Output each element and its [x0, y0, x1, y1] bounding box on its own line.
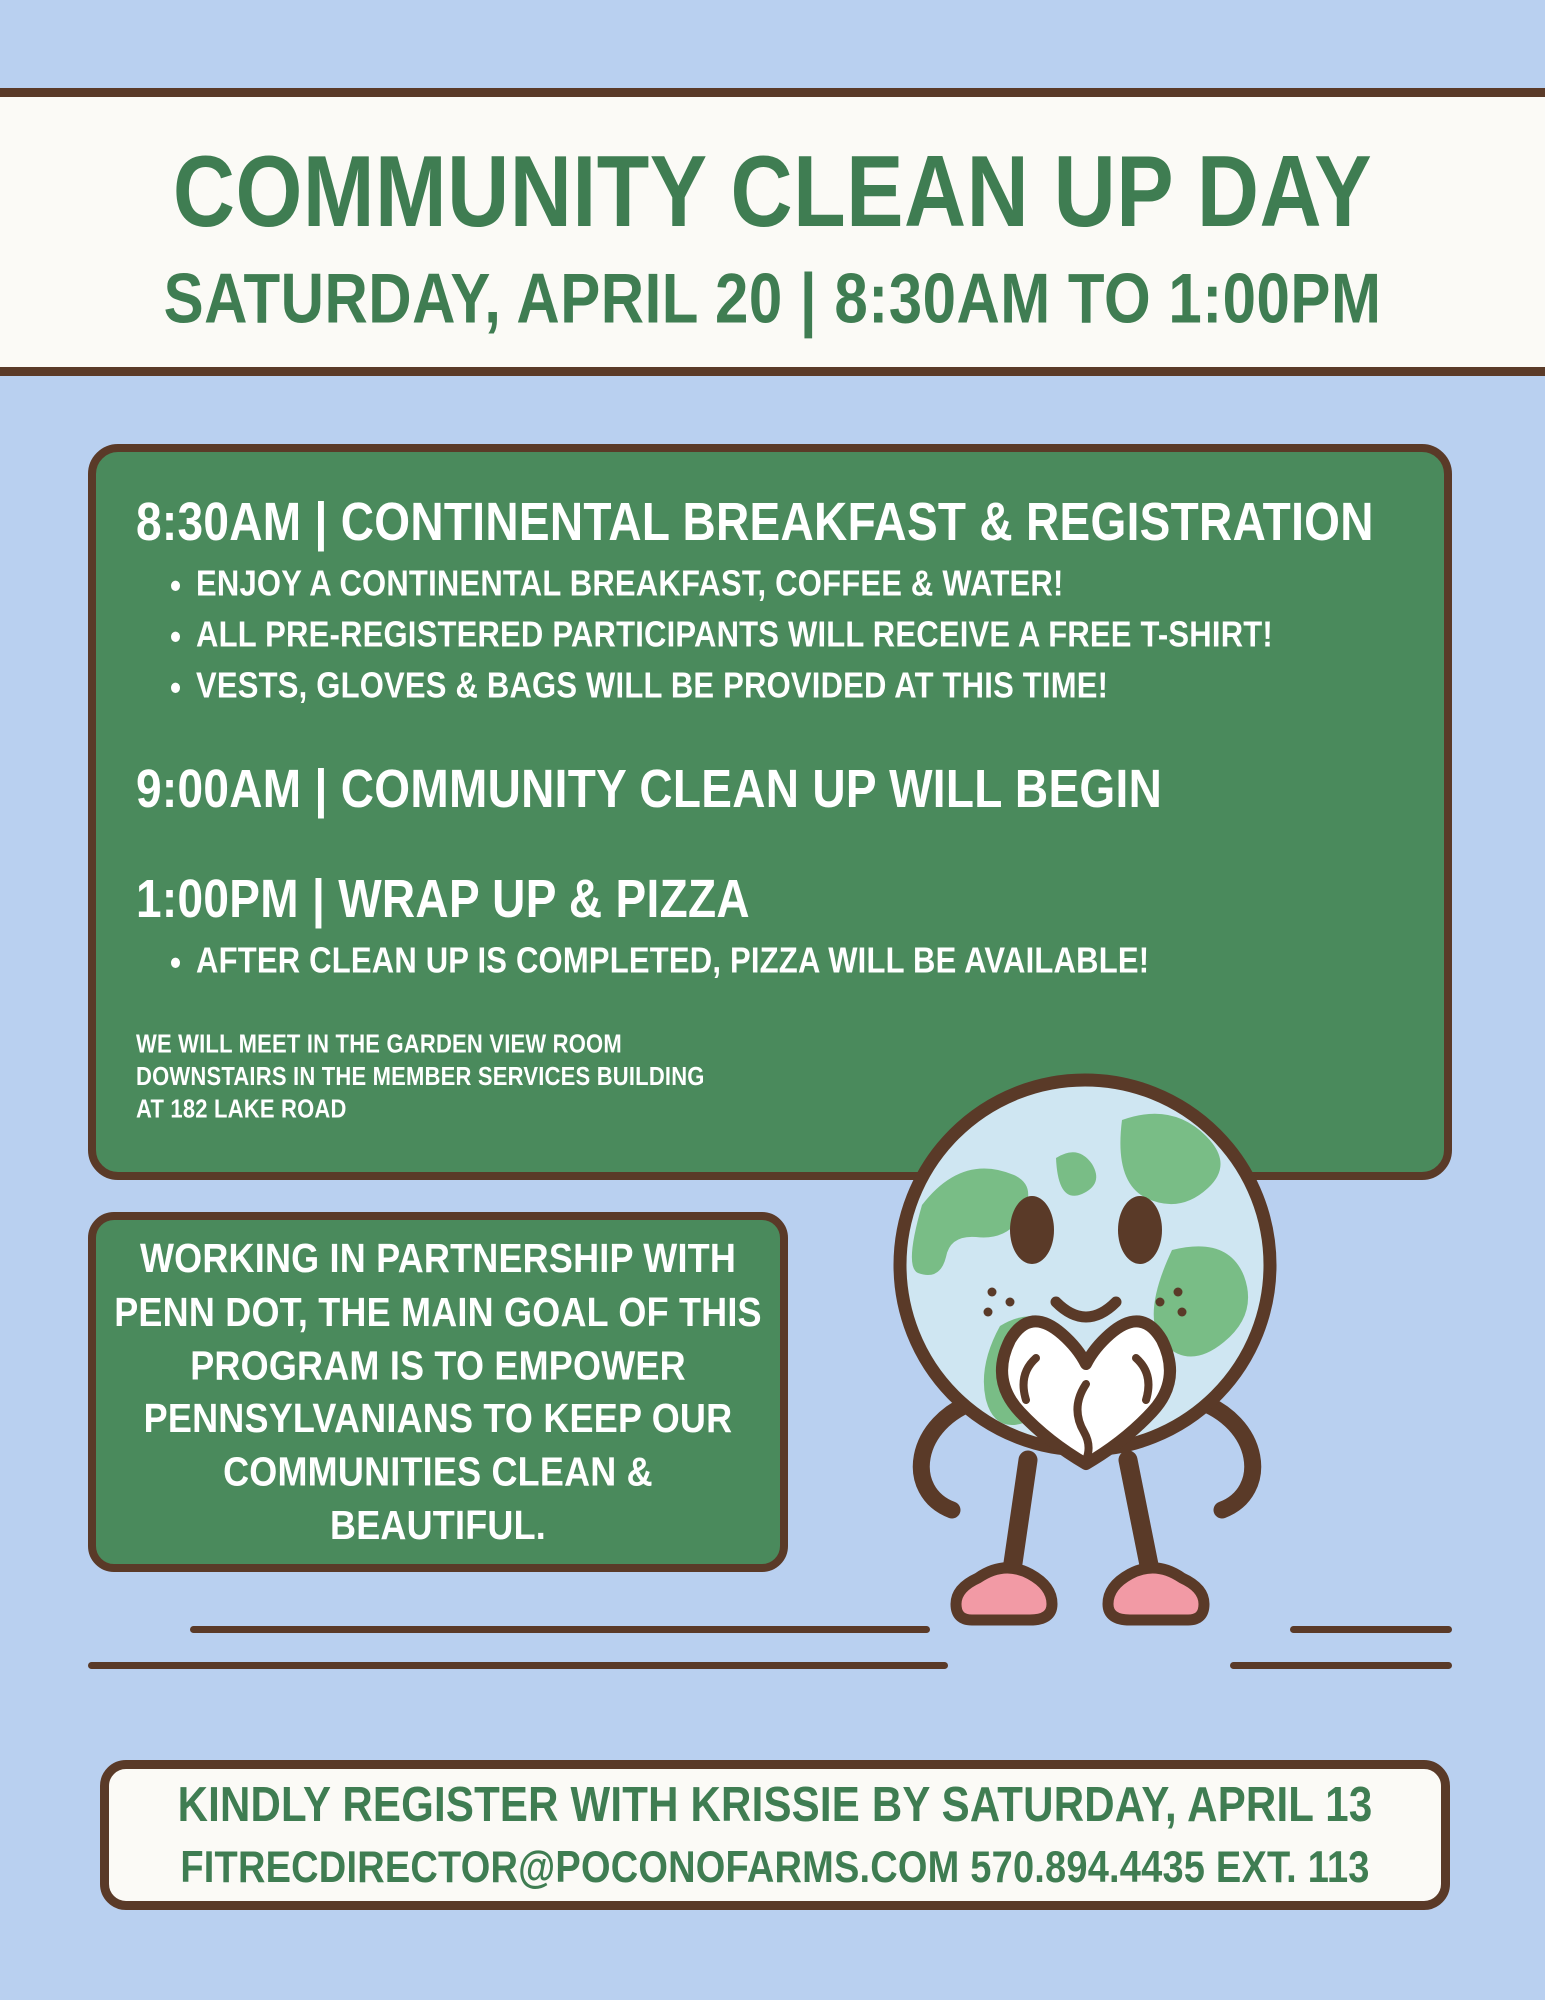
list-item: • ALL PRE-REGISTERED PARTICIPANTS WILL RECEIVE A FREE T-SHIRT! — [196, 617, 1404, 653]
partnership-text: WORKING IN PARTNERSHIP WITH PENN DOT, THE MAIN GOAL OF THIS PROGRAM IS TO EMPOWER PENNSYLVANIANS TO KEEP OUR COMMUNITIES CLEAN & BEAUTIFUL. — [114, 1234, 762, 1548]
list-item: • VESTS, GLOVES & BAGS WILL BE PROVIDED AT THIS TIME! — [196, 668, 1404, 704]
list-item: • AFTER CLEAN UP IS COMPLETED, PIZZA WILL BE AVAILABLE! — [196, 943, 1404, 979]
schedule-list-wrapup — [154, 940, 1404, 981]
meeting-location-line-3: AT 182 LAKE ROAD — [136, 1094, 347, 1124]
schedule-list-breakfast — [154, 563, 1404, 706]
registration-instruction: KINDLY REGISTER WITH KRISSIE BY SATURDAY, APRIL 13 — [177, 1776, 1373, 1832]
schedule-heading-breakfast: 8:30AM | CONTINENTAL BREAKFAST & REGISTRATION — [136, 491, 1374, 552]
page-title: COMMUNITY CLEAN UP DAY — [172, 134, 1373, 249]
decorative-line-left-upper — [190, 1626, 930, 1633]
registration-footer-card — [100, 1760, 1450, 1910]
decorative-line-left-lower — [88, 1662, 948, 1669]
partnership-card — [88, 1212, 788, 1572]
earth-character-icon — [860, 1040, 1310, 1660]
decorative-line-right-upper — [1290, 1626, 1452, 1633]
page-subtitle: SATURDAY, APRIL 20 | 8:30AM TO 1:00PM — [163, 259, 1382, 339]
header-banner — [0, 88, 1545, 376]
list-item: • ENJOY A CONTINENTAL BREAKFAST, COFFEE & WATER! — [196, 566, 1404, 602]
meeting-location-line-1: WE WILL MEET IN THE GARDEN VIEW ROOM — [136, 1029, 622, 1059]
meeting-location-line-2: DOWNSTAIRS IN THE MEMBER SERVICES BUILDING — [136, 1061, 705, 1091]
decorative-line-right-lower — [1230, 1662, 1452, 1669]
schedule-heading-cleanup: 9:00AM | COMMUNITY CLEAN UP WILL BEGIN — [136, 758, 1163, 819]
contact-details: FITRECDIRECTOR@POCONOFARMS.COM 570.894.4435 EXT. 113 — [180, 1843, 1370, 1892]
schedule-heading-wrapup: 1:00PM | WRAP UP & PIZZA — [136, 868, 750, 929]
